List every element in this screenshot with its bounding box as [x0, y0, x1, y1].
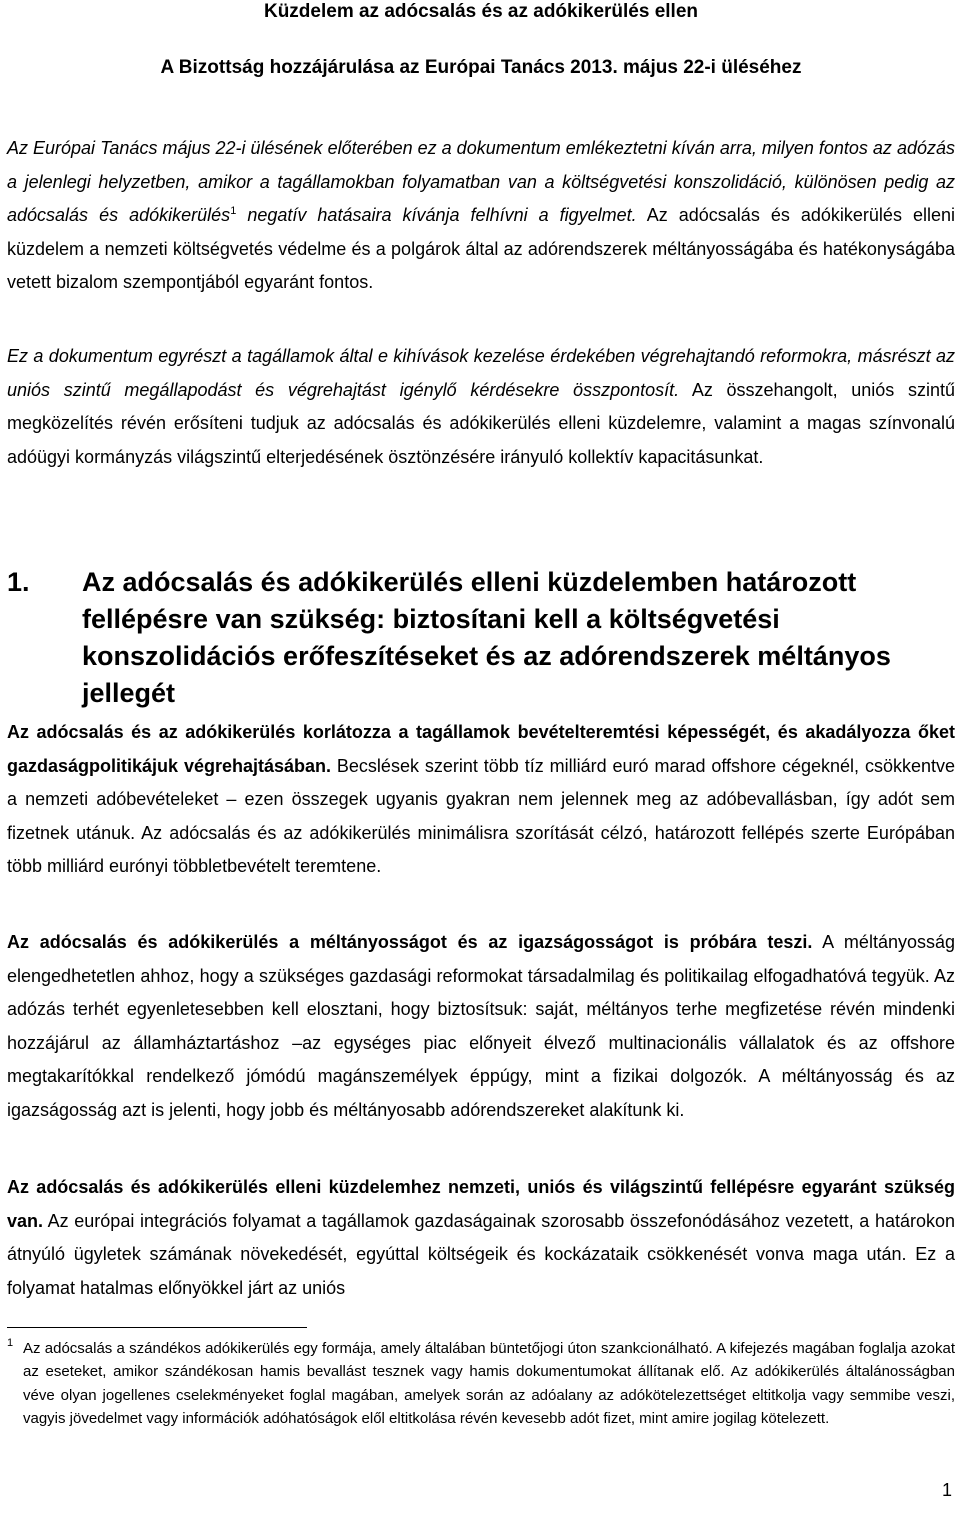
document-subtitle: A Bizottság hozzájárulása az Európai Tanács 2013. május 22-i üléséhez	[160, 57, 802, 78]
intro-1-italic-text-end: negatív hatásaira kívánja felhívni a figyelmet.	[236, 205, 637, 225]
section-1-paragraph-2	[7, 926, 955, 1127]
footnote-separator	[7, 1327, 307, 1328]
intro-paragraph-2	[7, 340, 955, 474]
paragraph-3-text: Az európai integrációs folyamat a tagállamok gazdaságainak szorosabb összefonódásához vezetett, a határokon átnyúló ügyletek számának növekedését, egyúttal költségeik és kockázataik csökkenését vonva maga után. Ez a folyamat hatalmas előnyökkel járt az uniós	[7, 1210, 955, 1298]
intro-2-plain-text: Az összehangolt, uniós szintű megközelítés révén erősíteni tudjuk az adócsalás és adókikerülés elleni küzdelemre, valamint a magas színvonalú adóügyi kormányzás világszintű elterjedésének ösztönzésére irányuló kollektív kapacitásunkat.	[7, 379, 955, 467]
section-1-heading	[7, 564, 955, 712]
paragraph-2-lead: Az adócsalás és adókikerülés a méltányosságot és az igazságosságot is próbára teszi.	[7, 932, 813, 952]
footnote-text: Az adócsalás a szándékos adókikerülés egy formája, amely általában büntetőjogi úton szankcionálható. A kifejezés magában foglalja azokat az eseteket, amikor szándékosan hamis bevallást tesznek vagy hamis dokumentumokat állítanak elő. Az adókikerülés általánosságban véve olyan jogellenes cselekményeket foglal magában, amelyek során az adóalany az adókötelezettséget eltitkolja vagy semmibe veszi, vagyis jövedelmet vagy információk adóhatóságok elől eltitkolása révén kevesebb adót fizet, mint amire jogilag kötelezett.	[23, 1340, 955, 1427]
intro-1-italic-text: Az Európai Tanács május 22-i ülésének előterében ez a dokumentum emlékeztetni kíván arra, milyen fontos az adózás a jelenlegi helyzetben, amikor a tagállamokban folyamatban van a költségvetési konszolidáció, különösen pedig az adócsalás és adókikerülés	[7, 138, 955, 225]
intro-paragraph-1	[7, 132, 955, 300]
footnote-1	[7, 1337, 955, 1430]
paragraph-2-text: A méltányosság elengedhetetlen ahhoz, hogy a szükséges gazdasági reformokat társadalmilag és politikailag elfogadhatóvá tegyük. Az adózás terhét egyenletesebben kell elosztani, hogy biztosítsuk: saját, méltányos terhe megfizetése révén mindenki hozzájárul az államháztartáshoz –az egységes piac előnyeit élvező multinacionális vállalatok és az offshore megtakarítókkal rendelkező jómódú magánszemélyek éppúgy, mint a fizikai dolgozók. A méltányosság és az igazságosság azt is jelenti, hogy jobb és méltányosabb adórendszereket alakítunk ki.	[7, 932, 955, 1120]
intro-1-plain-text: Az adócsalás és adókikerülés elleni küzdelem a nemzeti költségvetés védelme és a polgárok által az adórendszerek méltányosságába és hatékonyságába vetett bizalom szempontjából egyaránt fontos.	[7, 205, 955, 292]
paragraph-3-lead: Az adócsalás és adókikerülés elleni küzdelemhez nemzeti, uniós és világszintű fellépésre egyaránt szükség van.	[7, 1177, 955, 1231]
page-number: 1	[941, 1480, 952, 1500]
section-1-paragraph-1	[7, 716, 955, 884]
section-1-paragraph-3	[7, 1171, 955, 1305]
document-page	[7, 0, 955, 1513]
section-heading-text: Az adócsalás és adókikerülés elleni küzdelemben határozott fellépésre van szükség: biztosítani kell a költségvetési konszolidációs erőfeszítéseket és az adórendszerek méltányos jellegét	[82, 567, 891, 708]
paragraph-1-text: Becslések szerint több tíz milliárd euró marad offshore cégeknél, csökkentve a nemzeti adóbevételeket – ezen összegek ugyanis gyakran nem jelennek meg az adóbevallásban, így adót sem fizetnek utánuk. Az adócsalás és az adókikerülés minimálisra szorítását célzó, határozott fellépés szerte Európában több milliárd eurónyi többletbevételt teremtene.	[7, 755, 955, 876]
paragraph-1-lead: Az adócsalás és az adókikerülés korlátozza a tagállamok bevételteremtési képességét, és akadályozza őket gazdaságpolitikájuk végrehajtásában.	[7, 722, 955, 776]
document-title: Küzdelem az adócsalás és az adókikerülés ellen	[263, 1, 699, 22]
footnote-reference[interactable]: 1	[230, 205, 237, 217]
intro-2-italic-text: Ez a dokumentum egyrészt a tagállamok által e kihívások kezelése érdekében végrehajtandó reformokra, másrészt az uniós szintű megállapodást és végrehajtást igénylő kérdésekre összpontosít.	[7, 346, 955, 400]
footnote-mark: 1	[7, 1337, 14, 1349]
section-number: 1.	[7, 567, 30, 597]
